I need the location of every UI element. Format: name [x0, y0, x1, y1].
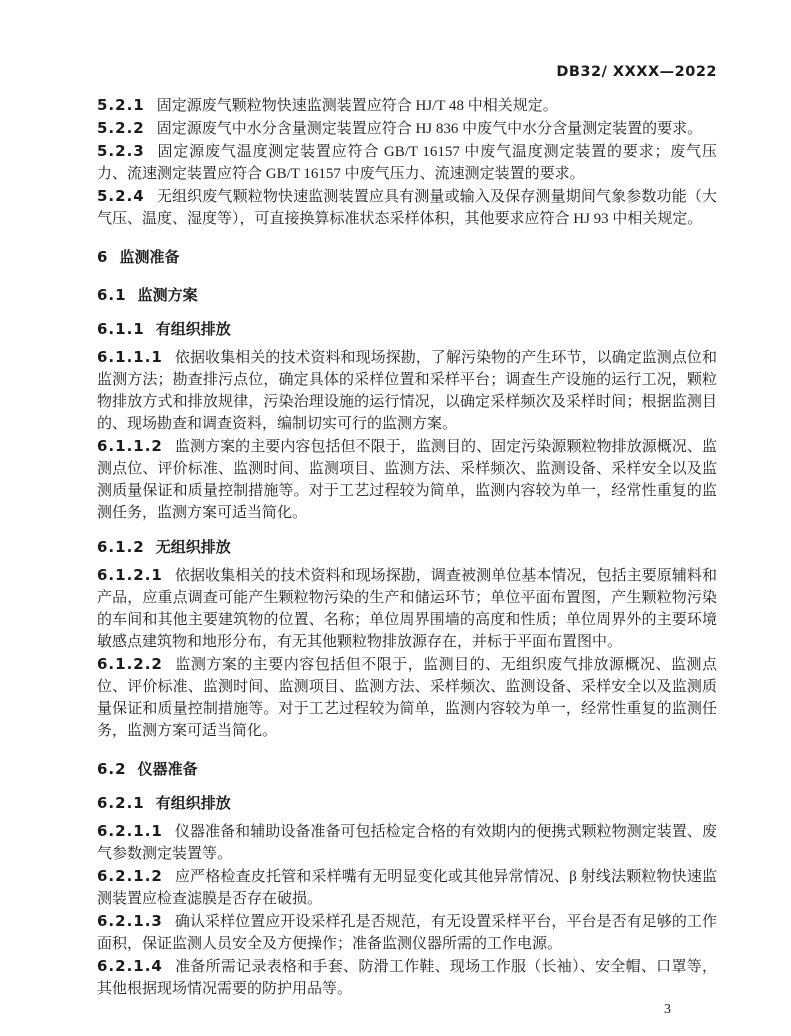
clause-text: 准备所需记录表格和手套、防滑工作鞋、现场工作服（长袖）、安全帽、口罩等，其他根据现场情况需要的防护用品等。 — [97, 959, 717, 997]
heading-text: 监测准备 — [119, 248, 180, 266]
heading-number: 6 — [97, 248, 109, 266]
clause-number: 5.2.2 — [97, 119, 145, 137]
clause-text: 仪器准备和辅助设备准备可包括检定合格的有效期内的便携式颗粒物测定装置、废气参数测定装置等。 — [97, 824, 717, 862]
clause-text: 固定源废气温度测定装置应符合 GB/T 16157 中废气温度测定装置的要求；废气压力、流速测定装置应符合 GB/T 16157 中废气压力、流速测定装置的要求。 — [97, 144, 717, 182]
heading-number: 6.1.1 — [97, 320, 145, 338]
heading-6-1-2 — [97, 536, 717, 558]
clause-6-1-2-1 — [97, 564, 717, 653]
clause-number: 5.2.1 — [97, 96, 145, 114]
clause-text: 确认采样位置应开设采样孔是否规范，有无设置采样平台，平台是否有足够的工作面积，保证监测人员安全及方便操作；准备监测仪器所需的工作电源。 — [97, 914, 717, 952]
heading-number: 6.2.1 — [97, 794, 145, 812]
clause-number: 5.2.3 — [97, 142, 145, 160]
clause-text: 监测方案的主要内容包括但不限于，监测目的、无组织废气排放源概况、监测点位、评价标准、监测时间、监测项目、监测方法、采样频次、监测设备、采样安全以及监测质量保证和质量控制措施等。对于工艺过程较为简单，监测内容较为单一，经常性重复的监测任务，监测方案可适当简化。 — [97, 657, 717, 739]
clause-6-2-1-2 — [97, 865, 717, 910]
document-body — [97, 94, 717, 1000]
heading-text: 有组织排放 — [155, 794, 231, 812]
clause-text: 无组织废气颗粒物快速监测装置应具有测量或输入及保存测量期间气象参数功能（大气压、温度、湿度等），可直接换算标准状态采样体积，其他要求应符合 HJ 93 中相关规定。 — [97, 189, 717, 227]
clause-text: 依据收集相关的技术资料和现场探勘，调查被测单位基本情况，包括主要原辅料和产品，应重点调查可能产生颗粒物污染的生产和储运环节；单位平面布置图，产生颗粒物污染的车间和其他主要建筑物的位置、名称；单位周界围墙的高度和性质；单位周界外的主要环境敏感点建筑物和地形分布，有无其他颗粒物排放源存在，并标于平面布置图中。 — [97, 568, 717, 650]
heading-6-2-1 — [97, 792, 717, 814]
clause-6-2-1-4 — [97, 955, 717, 1000]
clause-number: 6.2.1.1 — [97, 822, 163, 840]
clause-5-2-4 — [97, 185, 717, 230]
clause-number: 6.1.2.2 — [97, 655, 163, 673]
page-number: 3 — [664, 1002, 671, 1017]
clause-5-2-1 — [97, 94, 717, 117]
clause-6-2-1-1 — [97, 820, 717, 865]
clause-number: 6.1.1.1 — [97, 348, 163, 366]
clause-text: 固定源废气中水分含量测定装置应符合 HJ 836 中废气中水分含量测定装置的要求。 — [156, 121, 703, 137]
clause-number: 6.2.1.2 — [97, 867, 163, 885]
running-header: DB32/ XXXX—2022 — [556, 64, 717, 80]
clause-6-1-2-2 — [97, 653, 717, 742]
heading-text: 无组织排放 — [155, 538, 231, 556]
clause-text: 依据收集相关的技术资料和现场探勘，了解污染物的产生环节，以确定监测点位和监测方法；勘查排污点位，确定具体的采样位置和采样平台；调查生产设施的运行工况，颗粒物排放方式和排放规律，污染治理设施的运行情况，以确定采样频次及采样时间；根据监测目的、现场勘查和调查资料，编制切实可行的监测方案。 — [97, 350, 717, 432]
clause-number: 6.1.2.1 — [97, 566, 163, 584]
heading-6 — [97, 246, 717, 268]
clause-5-2-3 — [97, 140, 717, 185]
heading-6-1 — [97, 284, 717, 306]
heading-text: 有组织排放 — [155, 320, 231, 338]
clause-text: 应严格检查皮托管和采样嘴有无明显变化或其他异常情况、β 射线法颗粒物快速监测装置应检查滤膜是否存在破损。 — [97, 869, 717, 907]
clause-6-2-1-3 — [97, 910, 717, 955]
heading-6-1-1 — [97, 318, 717, 340]
clause-6-1-1-2 — [97, 435, 717, 524]
clause-text: 监测方案的主要内容包括但不限于，监测目的、固定污染源颗粒物排放源概况、监测点位、评价标准、监测时间、监测项目、监测方法、采样频次、监测设备、采样安全以及监测质量保证和质量控制措施等。对于工艺过程较为简单，监测内容较为单一，经常性重复的监测任务，监测方案可适当简化。 — [97, 439, 717, 521]
heading-text: 仪器准备 — [137, 760, 198, 778]
clause-text: 固定源废气颗粒物快速监测装置应符合 HJ/T 48 中相关规定。 — [156, 98, 558, 114]
clause-number: 6.2.1.4 — [97, 957, 163, 975]
heading-number: 6.1 — [97, 286, 127, 304]
clause-number: 6.1.1.2 — [97, 437, 163, 455]
heading-number: 6.1.2 — [97, 538, 145, 556]
heading-text: 监测方案 — [137, 286, 198, 304]
clause-5-2-2 — [97, 117, 717, 140]
clause-6-1-1-1 — [97, 346, 717, 435]
clause-number: 5.2.4 — [97, 187, 145, 205]
heading-number: 6.2 — [97, 760, 127, 778]
heading-6-2 — [97, 758, 717, 780]
clause-number: 6.2.1.3 — [97, 912, 163, 930]
